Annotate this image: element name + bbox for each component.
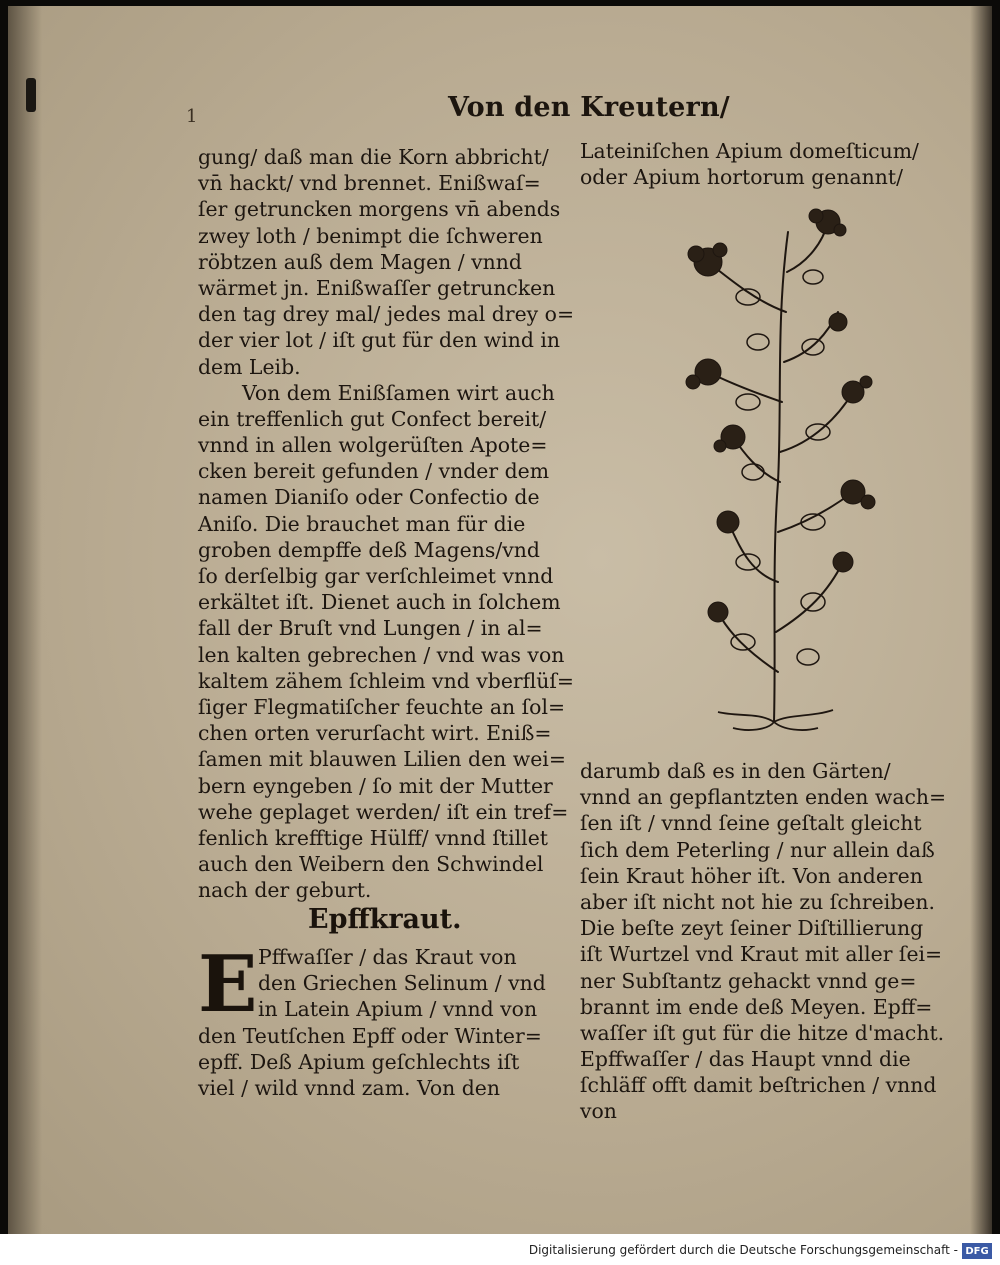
text-line: Von dem Enißſamen wirt auch — [242, 380, 555, 405]
text-line: epff. Deß Apium geſchlechts iſt — [198, 1049, 520, 1074]
text-line: viel / wild vnnd zam. Von den — [198, 1075, 501, 1100]
text-line: bern eyngeben / ſo mit der Mutter — [198, 773, 553, 798]
text-line: ſen iſt / vnnd ſeine geſtalt gleicht — [580, 811, 922, 836]
text-line: den Griechen Selinum / vnd — [258, 971, 546, 996]
text-line: ſchläff offt damit beſtrichen / vnnd — [580, 1073, 937, 1098]
text-line: chen orten verurſacht wirt. Eniß= — [198, 721, 552, 746]
text-line: ner Subſtantz gehackt vnnd ge= — [580, 968, 917, 993]
text-line: wärmet jn. Enißwaſſer getruncken — [198, 275, 556, 300]
text-line: vnnd an gepflantzten enden wach= — [580, 785, 947, 810]
text-line: vn̄ hackt/ vnd brennet. Enißwaſ= — [198, 171, 541, 196]
text-line: namen Dianiſo oder Confectio de — [198, 485, 540, 510]
text-line: erkältet iſt. Dienet auch in ſolchem — [198, 590, 561, 615]
text-line: iſt Wurtzel vnd Kraut mit aller ſei= — [580, 942, 943, 967]
text-line: ſein Kraut höher iſt. Von anderen — [580, 863, 923, 888]
running-header: Von den Kreutern/ — [448, 92, 730, 123]
section-heading: Epffkraut. — [308, 904, 462, 935]
text-line: len kalten gebrechen / vnd was von — [198, 642, 565, 667]
text-line: dem Leib. — [198, 354, 301, 379]
text-line: wehe geplaget werden/ iſt ein tref= — [198, 799, 569, 824]
folio-number: 1 — [186, 106, 198, 127]
text-line: den Teutſchen Epff oder Winter= — [198, 1023, 542, 1048]
funding-credit: Digitalisierung gefördert durch die Deutsche Forschungsgemeinschaft - — [528, 1243, 958, 1257]
left-column — [198, 144, 575, 903]
text-line: darumb daß es in den Gärten/ — [580, 759, 891, 783]
edge-shadow — [970, 6, 992, 1234]
text-line: fall der Bruſt vnd Lungen / in al= — [198, 616, 543, 641]
gutter-shadow — [8, 6, 42, 1234]
text-line: nach der geburt. — [198, 878, 372, 903]
text-line: von — [580, 1099, 617, 1124]
text-line: ſich dem Peterling / nur allein daß — [580, 837, 935, 862]
right-column-top — [580, 138, 950, 190]
text-line: ſiger Flegmatiſcher feuchte an ſol= — [198, 694, 566, 719]
text-line: fenlich krefftige Hülff/ vnnd ſtillet — [198, 825, 548, 850]
text-line: röbtzen auß dem Magen / vnnd — [198, 249, 522, 274]
footer-bar — [0, 1234, 1000, 1265]
right-column-bottom — [580, 758, 950, 1125]
text-line: aber iſt nicht not hie zu ſchreiben. — [580, 889, 935, 914]
text-line: groben dempffe deß Magens/vnd — [198, 537, 540, 562]
text-line: cken bereit gefunden / vnder dem — [198, 459, 550, 484]
text-line: Pffwaſſer / das Kraut von — [258, 945, 517, 969]
text-line: Die beſte zeyt ſeiner Diſtillierung — [580, 916, 924, 941]
text-line: der vier lot / iſt gut für den wind in — [198, 328, 561, 353]
text-line: ein treffenlich gut Confect bereit/ — [198, 406, 547, 431]
text-line: kaltem zähem ſchleim vnd vberflüſ= — [198, 668, 574, 693]
text-line: Lateiniſchen Apium domeſticum/ — [580, 139, 919, 163]
dfg-logo: DFG — [962, 1243, 992, 1259]
text-line: den tag drey mal/ jedes mal drey o= — [198, 302, 575, 327]
text-line: Epffwaſſer / das Haupt vnnd die — [580, 1047, 911, 1072]
woodcut-celery-plant-icon — [648, 202, 898, 737]
drop-cap: E — [198, 939, 258, 1030]
text-line: waſſer iſt gut für die hitze d'macht. — [580, 1020, 945, 1045]
clip-mark — [26, 78, 36, 112]
text-line: vnnd in allen wolgerüſten Apote= — [198, 433, 548, 458]
text-line: Aniſo. Die brauchet man für die — [198, 511, 526, 536]
text-line: ſo derſelbig gar verſchleimet vnnd — [198, 564, 554, 588]
text-line: oder Apium hortorum genannt/ — [580, 165, 903, 190]
text-line: auch den Weibern den Schwindel — [198, 852, 544, 877]
text-line: ſer getruncken morgens vn̄ abends — [198, 197, 561, 222]
text-line: brannt im ende deß Meyen. Epff= — [580, 994, 933, 1019]
text-line: in Latein Apium / vnnd von — [258, 997, 538, 1022]
text-line: gung/ daß man die Korn abbricht/ — [198, 145, 549, 169]
text-line: ſamen mit blauwen Lilien den wei= — [198, 747, 566, 772]
text-line: zwey loth / benimpt die ſchweren — [198, 223, 543, 248]
book-page — [8, 6, 992, 1234]
section-lines — [198, 939, 568, 1101]
